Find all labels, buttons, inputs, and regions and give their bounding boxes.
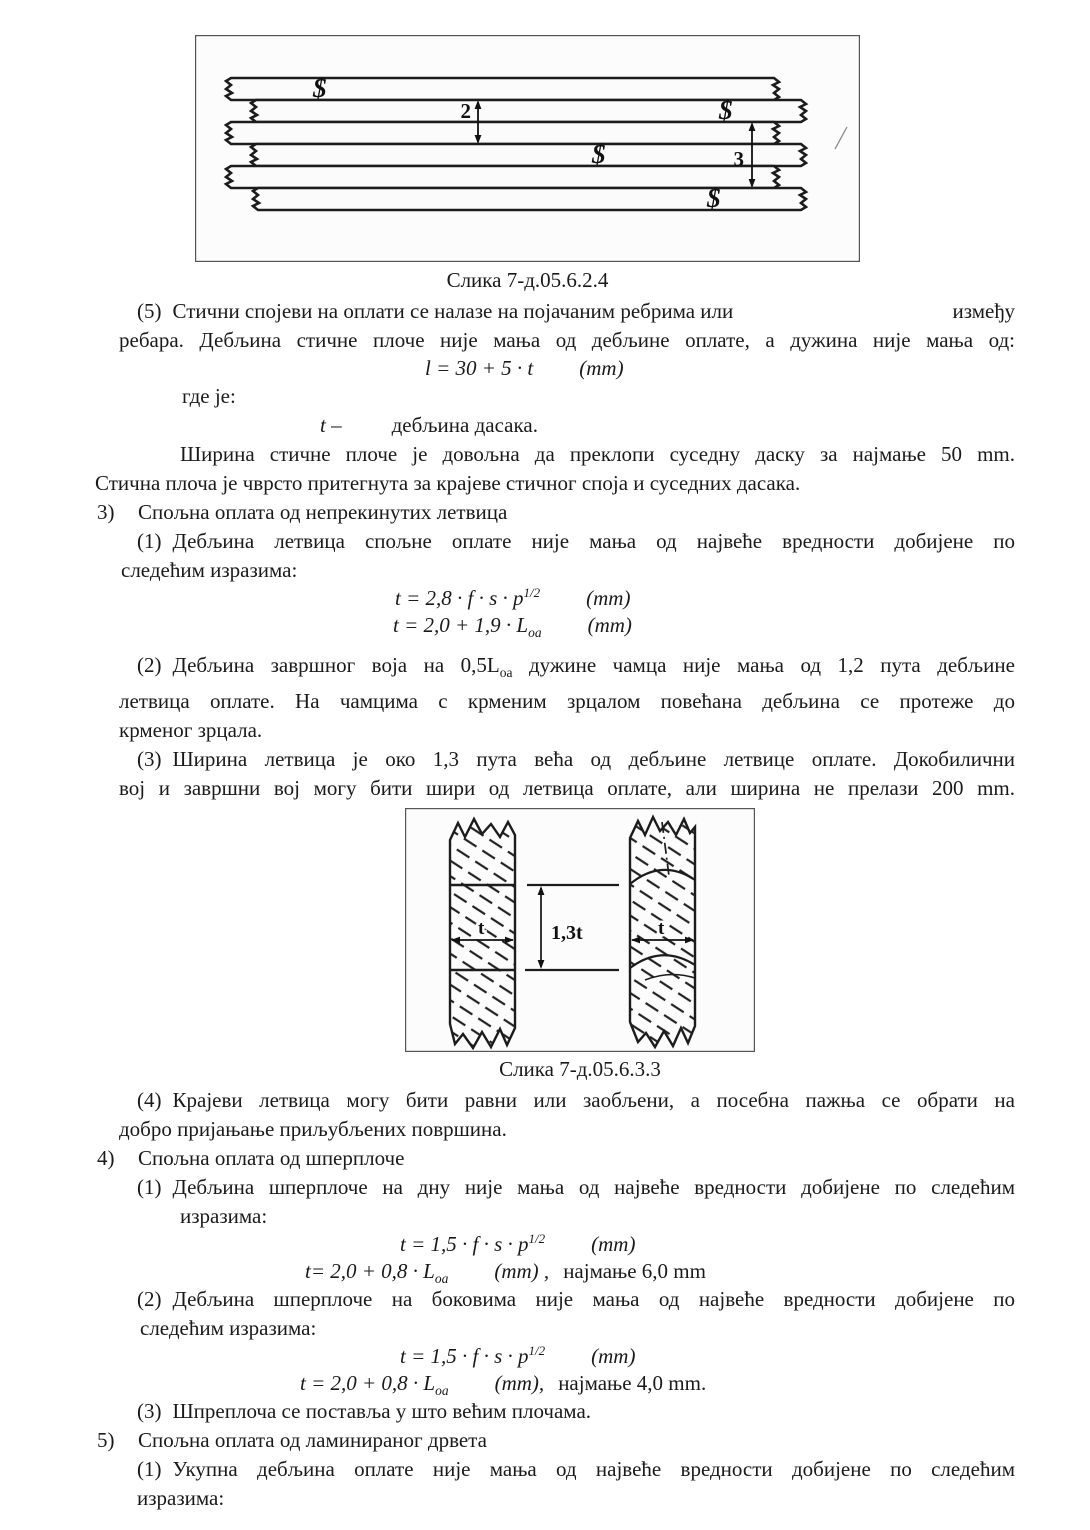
formula xyxy=(300,1370,1015,1397)
formula xyxy=(393,612,1015,639)
dimension-label-2: 2 xyxy=(460,99,471,123)
formula-body: t = 1,5 · f · s · p xyxy=(400,1344,529,1369)
item-marker: (2) xyxy=(137,1287,162,1312)
paragraph-text: Дебљина летвица спољне оплате није мања од највеће вредности добијене по xyxy=(172,529,1015,553)
right-lath xyxy=(630,817,695,1047)
paragraph-text: између xyxy=(952,299,1015,323)
list-number: 4) xyxy=(97,1146,115,1171)
symbol-description: дебљина дасака. xyxy=(391,413,538,437)
plank xyxy=(226,166,779,188)
list-number: 5) xyxy=(97,1428,115,1453)
formula-exponent: 1/2 xyxy=(523,585,541,600)
figure-lath-width xyxy=(405,808,755,1052)
formula-body: t= 2,0 + 0,8 · L xyxy=(305,1259,435,1284)
formula-body: t = 2,0 + 0,8 · L xyxy=(300,1371,436,1396)
list-title: Спољна оплата од непрекинутих летвица xyxy=(138,500,508,524)
formula xyxy=(395,585,1015,612)
paragraph-text: Шпреплоча се поставља у што већим плочама. xyxy=(172,1399,592,1424)
where-intro: где је: xyxy=(182,384,236,408)
paragraph-text: Крајеви летвица могу бити равни или заобљени, а посебна пажња се обрати на xyxy=(172,1088,1015,1113)
formula-exponent: 1/2 xyxy=(528,1231,546,1247)
paragraph-line: следећим изразима: xyxy=(121,558,298,582)
formula-unit: (mm) , xyxy=(494,1259,550,1284)
plank xyxy=(251,144,806,166)
list-number: 3) xyxy=(97,500,115,524)
gap-dimension-label: 1,3t xyxy=(551,922,583,945)
scarf-joint-mark: $ xyxy=(719,95,733,125)
paragraph-line xyxy=(137,651,1015,687)
formula-body: t = 1,5 · f · s · p xyxy=(400,1232,529,1257)
formula-note: најмање 6,0 mm xyxy=(563,1259,706,1284)
paragraph-line xyxy=(137,527,1015,556)
formula-body: l = 30 + 5 · t xyxy=(425,356,534,380)
paragraph-line xyxy=(137,297,1015,326)
paragraph-line xyxy=(137,1455,1015,1484)
paragraph-line: Стична плоча је чврсто притегнута за крајеве стичног споја и суседних дасака. xyxy=(95,471,801,495)
paragraph-text: Дебљина шперплоче на боковима није мања од највеће вредности добијене по xyxy=(172,1287,1015,1312)
scarf-joint-mark: $ xyxy=(313,73,327,103)
formula-unit: (mm) xyxy=(579,356,624,380)
figure-caption: Слика 7-д.05.6.2.4 xyxy=(446,268,609,292)
list-item-heading xyxy=(97,1144,1015,1173)
paragraph-text: дужине чамца није мања од 1,2 пута дебљине xyxy=(512,653,1015,677)
formula xyxy=(400,1231,1015,1258)
paragraph-line: вој и завршни вој могу бити шири од летвица оплате, али ширина не прелази 200 mm. xyxy=(119,776,1015,801)
formula-unit: (mm), xyxy=(494,1371,545,1396)
formula-unit: (mm) xyxy=(591,1232,636,1257)
scarf-joint-mark: $ xyxy=(707,183,721,213)
formula-exponent: 1/2 xyxy=(528,1343,546,1359)
item-marker: (1) xyxy=(137,529,162,553)
item-marker: (1) xyxy=(137,1175,162,1200)
paragraph-line: Ширина стичне плоче је довољна да преклопи суседну даску за најмање 50 mm. xyxy=(180,442,1015,466)
paragraph-text: Дебљина шперплоче на дну није мања од највеће вредности добијене по следећим xyxy=(172,1175,1015,1200)
formula-unit: (mm) xyxy=(591,1344,636,1369)
formula-body: t = 2,0 + 1,9 · L xyxy=(393,613,529,637)
paragraph-line xyxy=(137,1086,1015,1115)
formula xyxy=(400,1343,1015,1370)
paragraph-line: добро пријањање приљубљених површина. xyxy=(119,1117,507,1142)
paragraph-text: Стични спојеви на оплати се налазе на појачаним ребрима или xyxy=(172,299,734,323)
item-marker: (3) xyxy=(137,1399,162,1424)
formula-unit: (mm) xyxy=(587,613,632,637)
list-item-heading xyxy=(97,1426,1015,1455)
item-marker: (5) xyxy=(137,299,162,323)
list-title: Спољна оплата од шперплоче xyxy=(138,1146,405,1171)
item-marker: (4) xyxy=(137,1088,162,1113)
paragraph-line: летвица оплате. На чамцима с крменим зрцалом повећана дебљина се протеже до xyxy=(119,689,1015,714)
paragraph-line xyxy=(137,745,1015,774)
paragraph-line xyxy=(137,1397,1015,1426)
list-item-heading xyxy=(97,498,1015,527)
left-lath xyxy=(450,819,515,1048)
symbol: t – xyxy=(320,413,342,437)
paragraph-text: Дебљина завршног воја на 0,5L xyxy=(172,653,500,677)
formula-body: t = 2,8 · f · s · p xyxy=(395,586,524,610)
paragraph-line xyxy=(137,1285,1015,1314)
formula xyxy=(425,355,1015,382)
item-marker: (2) xyxy=(137,653,162,677)
formula-subscript: oa xyxy=(434,1271,449,1287)
width-label: t xyxy=(478,918,485,940)
item-marker: (1) xyxy=(137,1457,162,1482)
formula-subscript: oa xyxy=(435,1383,449,1399)
paragraph-line: крменог зрцала. xyxy=(119,718,263,743)
figure-planking-joints xyxy=(195,35,860,262)
paragraph-line: изразима: xyxy=(180,1204,268,1229)
vertical-gap xyxy=(95,639,1015,651)
paragraph-line: изразима: xyxy=(137,1486,225,1511)
planking-joints-drawing xyxy=(195,35,860,262)
subscript: оа xyxy=(499,665,513,681)
formula-subscript: oa xyxy=(528,625,542,641)
formula xyxy=(305,1258,1015,1285)
dimension-label-3: 3 xyxy=(733,147,744,171)
paragraph-line: следећим изразима: xyxy=(140,1316,317,1341)
list-title: Спољна оплата од ламинираног дрвета xyxy=(138,1428,487,1453)
figure-caption: Слика 7-д.05.6.3.3 xyxy=(499,1057,661,1082)
item-marker: (3) xyxy=(137,747,162,772)
scarf-joint-mark: $ xyxy=(592,139,606,169)
paragraph-line xyxy=(137,1173,1015,1202)
plank xyxy=(253,188,806,210)
width-label: t xyxy=(658,918,665,940)
formula-unit: (mm) xyxy=(586,586,631,610)
paragraph-line: ребара. Дебљина стичне плоче није мања од дебљине оплате, а дужина није мања од: xyxy=(119,328,1015,352)
plank xyxy=(226,122,779,144)
formula-note: најмање 4,0 mm. xyxy=(558,1371,707,1396)
paragraph-text: Укупна дебљина оплате није мања од највеће вредности добијене по следећим xyxy=(172,1457,1015,1482)
plank xyxy=(226,78,779,100)
paragraph-text: Ширина летвица је око 1,3 пута већа од дебљине летвице оплате. Докобилични xyxy=(172,747,1015,772)
lath-width-drawing xyxy=(405,808,755,1052)
symbol-definition xyxy=(320,411,1015,440)
